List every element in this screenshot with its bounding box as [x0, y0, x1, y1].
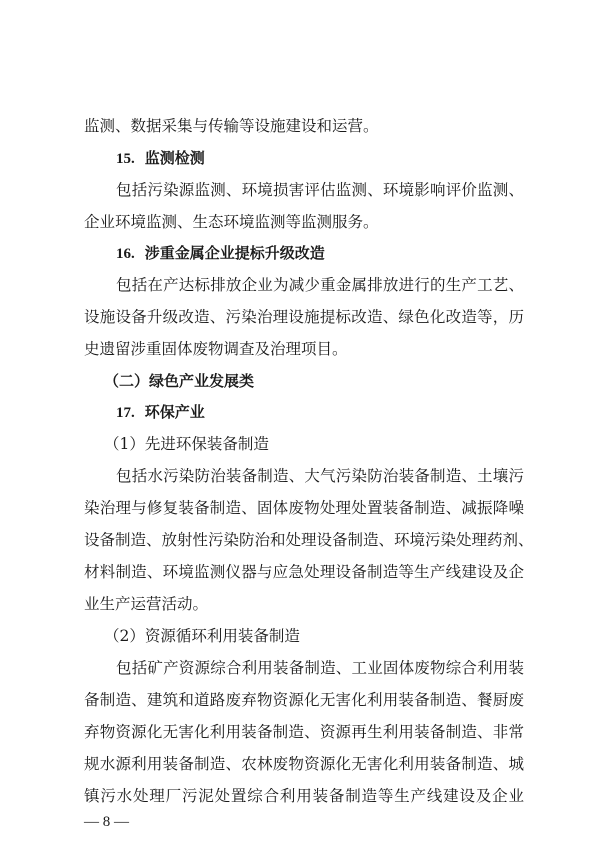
subsection-heading: （1）先进环保装备制造: [104, 435, 269, 453]
section-heading-16: [116, 243, 524, 263]
body-text-line: 染治理与修复装备制造、固体废物处理处置装备制造、减振降噪: [84, 499, 524, 517]
heading-number: 15.: [116, 151, 135, 167]
body-text-line: 设备制造、放射性污染防治和处理设备制造、环境污染处理药剂、: [84, 531, 534, 549]
body-text-line: 设施设备升级改造、污染治理设施提标改造、绿色化改造等，历: [84, 308, 524, 326]
body-text-line: 备制造、建筑和道路废弃物资源化无害化利用装备制造、餐厨废: [84, 691, 524, 709]
body-text-line: 史遗留涉重固体废物调查及治理项目。: [84, 340, 348, 358]
body-text-line: 包括水污染防治装备制造、大气污染防治装备制造、土壤污: [116, 467, 524, 485]
heading-text: 环保产业: [144, 403, 205, 421]
body-text-line: 包括污染源监测、环境损害评估监测、环境影响评价监测、: [116, 181, 524, 199]
body-text-line: 包括矿产资源综合利用装备制造、工业固体废物综合利用装: [116, 659, 524, 677]
subsection-heading: （2）资源循环利用装备制造: [104, 627, 300, 645]
body-text-line: 材料制造、环境监测仪器与应急处理设备制造等生产线建设及企: [84, 563, 524, 581]
heading-text: 涉重金属企业提标升级改造: [144, 244, 325, 262]
section-heading-category-2: （二）绿色产业发展类: [104, 372, 255, 390]
page-number: — 8 —: [84, 814, 129, 830]
heading-number: 17.: [116, 405, 135, 421]
body-text-line: 弃物资源化无害化利用装备制造、资源再生利用装备制造、非常: [84, 723, 524, 741]
body-text-line: 监测、数据采集与传输等设施建设和运营。: [84, 117, 379, 135]
section-heading-17: [116, 402, 524, 422]
body-text-line: 规水源利用装备制造、农林废物资源化无害化利用装备制造、城: [84, 755, 524, 773]
heading-number: 16.: [116, 246, 135, 262]
body-text-line: 企业环境监测、生态环境监测等监测服务。: [84, 213, 379, 231]
section-heading-15: [116, 148, 524, 168]
heading-text: 监测检测: [144, 149, 205, 167]
body-text-line: 包括在产达标排放企业为减少重金属排放进行的生产工艺、: [116, 276, 524, 294]
body-text-line: 业生产运营活动。: [84, 595, 209, 613]
body-text-line: 镇污水处理厂污泥处置综合利用装备制造等生产线建设及企业: [84, 787, 524, 805]
